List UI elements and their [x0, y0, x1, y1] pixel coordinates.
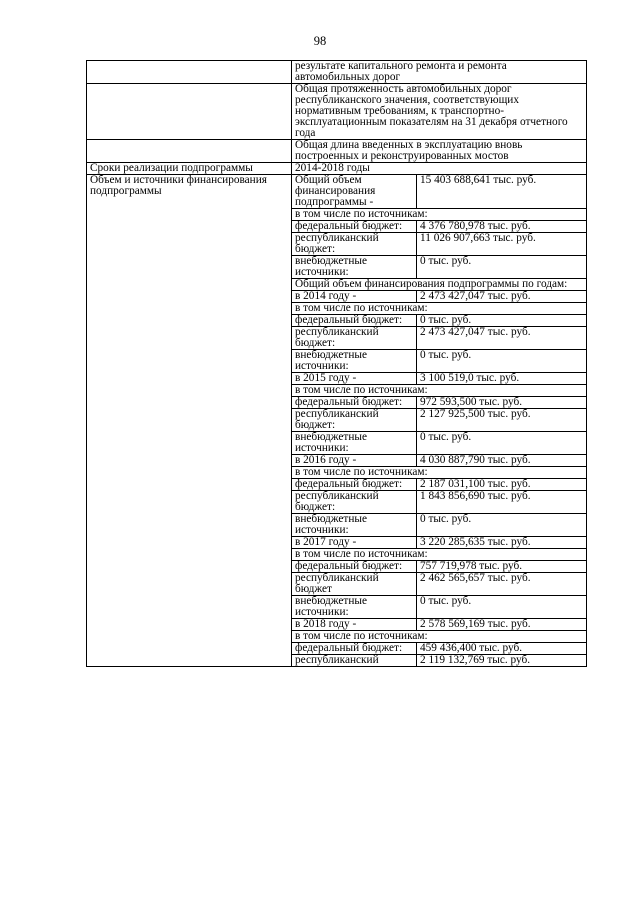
- year-value: 4 030 887,790 тыс. руб.: [417, 455, 587, 467]
- source-value: 0 тыс. руб.: [417, 350, 587, 373]
- by-source-label: в том числе по источникам:: [292, 385, 587, 397]
- table-row: [87, 84, 587, 140]
- source-value: 0 тыс. руб.: [417, 596, 587, 619]
- source-label: внебюджетные источники:: [292, 514, 417, 537]
- source-label: федеральный бюджет:: [292, 479, 417, 491]
- table-row: [87, 175, 587, 209]
- empty-cell: [87, 140, 292, 163]
- source-label: федеральный бюджет:: [292, 221, 417, 233]
- by-source-label: в том числе по источникам:: [292, 631, 587, 643]
- source-label: внебюджетные источники:: [292, 256, 417, 279]
- source-label: республиканский бюджет:: [292, 491, 417, 514]
- year-value: 2 473 427,047 тыс. руб.: [417, 291, 587, 303]
- table-row: [87, 163, 587, 175]
- year-label: в 2017 году -: [292, 537, 417, 549]
- by-source-label: в том числе по источникам:: [292, 467, 587, 479]
- year-label: в 2014 году -: [292, 291, 417, 303]
- source-value: 972 593,500 тыс. руб.: [417, 397, 587, 409]
- source-label: республиканский: [292, 655, 417, 667]
- passport-table: [86, 60, 587, 667]
- source-value: 2 187 031,100 тыс. руб.: [417, 479, 587, 491]
- source-label: федеральный бюджет:: [292, 643, 417, 655]
- source-label: республиканский бюджет:: [292, 233, 417, 256]
- finance-label: Объем и источники финансирования подпрограммы: [87, 175, 292, 667]
- year-value: 3 220 285,635 тыс. руб.: [417, 537, 587, 549]
- table-row: [87, 140, 587, 163]
- source-value: 4 376 780,978 тыс. руб.: [417, 221, 587, 233]
- source-label: внебюджетные источники:: [292, 350, 417, 373]
- source-value: 0 тыс. руб.: [417, 256, 587, 279]
- table-row: [87, 61, 587, 84]
- period-label: Сроки реализации подпрограммы: [87, 163, 292, 175]
- source-value: 0 тыс. руб.: [417, 432, 587, 455]
- by-source-label: в том числе по источникам:: [292, 549, 587, 561]
- period-value: 2014-2018 годы: [292, 163, 587, 175]
- year-value: 3 100 519,0 тыс. руб.: [417, 373, 587, 385]
- by-source-label: в том числе по источникам:: [292, 209, 587, 221]
- source-value: 459 436,400 тыс. руб.: [417, 643, 587, 655]
- source-label: федеральный бюджет:: [292, 315, 417, 327]
- source-value: 2 462 565,657 тыс. руб.: [417, 573, 587, 596]
- source-label: республиканский бюджет: [292, 573, 417, 596]
- by-source-label: в том числе по источникам:: [292, 303, 587, 315]
- source-label: федеральный бюджет:: [292, 561, 417, 573]
- total-label: Общий объем финансирования подпрограммы -: [292, 175, 417, 209]
- source-value: 2 127 925,500 тыс. руб.: [417, 409, 587, 432]
- source-value: 1 843 856,690 тыс. руб.: [417, 491, 587, 514]
- empty-cell: [87, 61, 292, 84]
- top-row-text: Общая протяженность автомобильных дорог республиканского значения, соответствующих нормативным требованиям, к транспортно-эксплуатационным показателям на 31 декабря отчетного года: [292, 84, 587, 140]
- source-value: 2 119 132,769 тыс. руб.: [417, 655, 587, 667]
- source-value: 0 тыс. руб.: [417, 315, 587, 327]
- source-value: 2 473 427,047 тыс. руб.: [417, 327, 587, 350]
- top-row-text: результате капитального ремонта и ремонта автомобильных дорог: [292, 61, 587, 84]
- page-number: 98: [313, 34, 327, 48]
- source-label: республиканский бюджет:: [292, 409, 417, 432]
- source-label: внебюджетные источники:: [292, 432, 417, 455]
- year-label: в 2016 году -: [292, 455, 417, 467]
- year-label: в 2015 году -: [292, 373, 417, 385]
- source-label: федеральный бюджет:: [292, 397, 417, 409]
- source-value: 757 719,978 тыс. руб.: [417, 561, 587, 573]
- source-label: внебюджетные источники:: [292, 596, 417, 619]
- source-label: республиканский бюджет:: [292, 327, 417, 350]
- source-value: 11 026 907,663 тыс. руб.: [417, 233, 587, 256]
- empty-cell: [87, 84, 292, 140]
- source-value: 0 тыс. руб.: [417, 514, 587, 537]
- top-row-text: Общая длина введенных в эксплуатацию вновь построенных и реконструированных мостов: [292, 140, 587, 163]
- total-value: 15 403 688,641 тыс. руб.: [417, 175, 587, 209]
- by-years-label: Общий объем финансирования подпрограммы по годам:: [292, 279, 587, 291]
- year-label: в 2018 году -: [292, 619, 417, 631]
- year-value: 2 578 569,169 тыс. руб.: [417, 619, 587, 631]
